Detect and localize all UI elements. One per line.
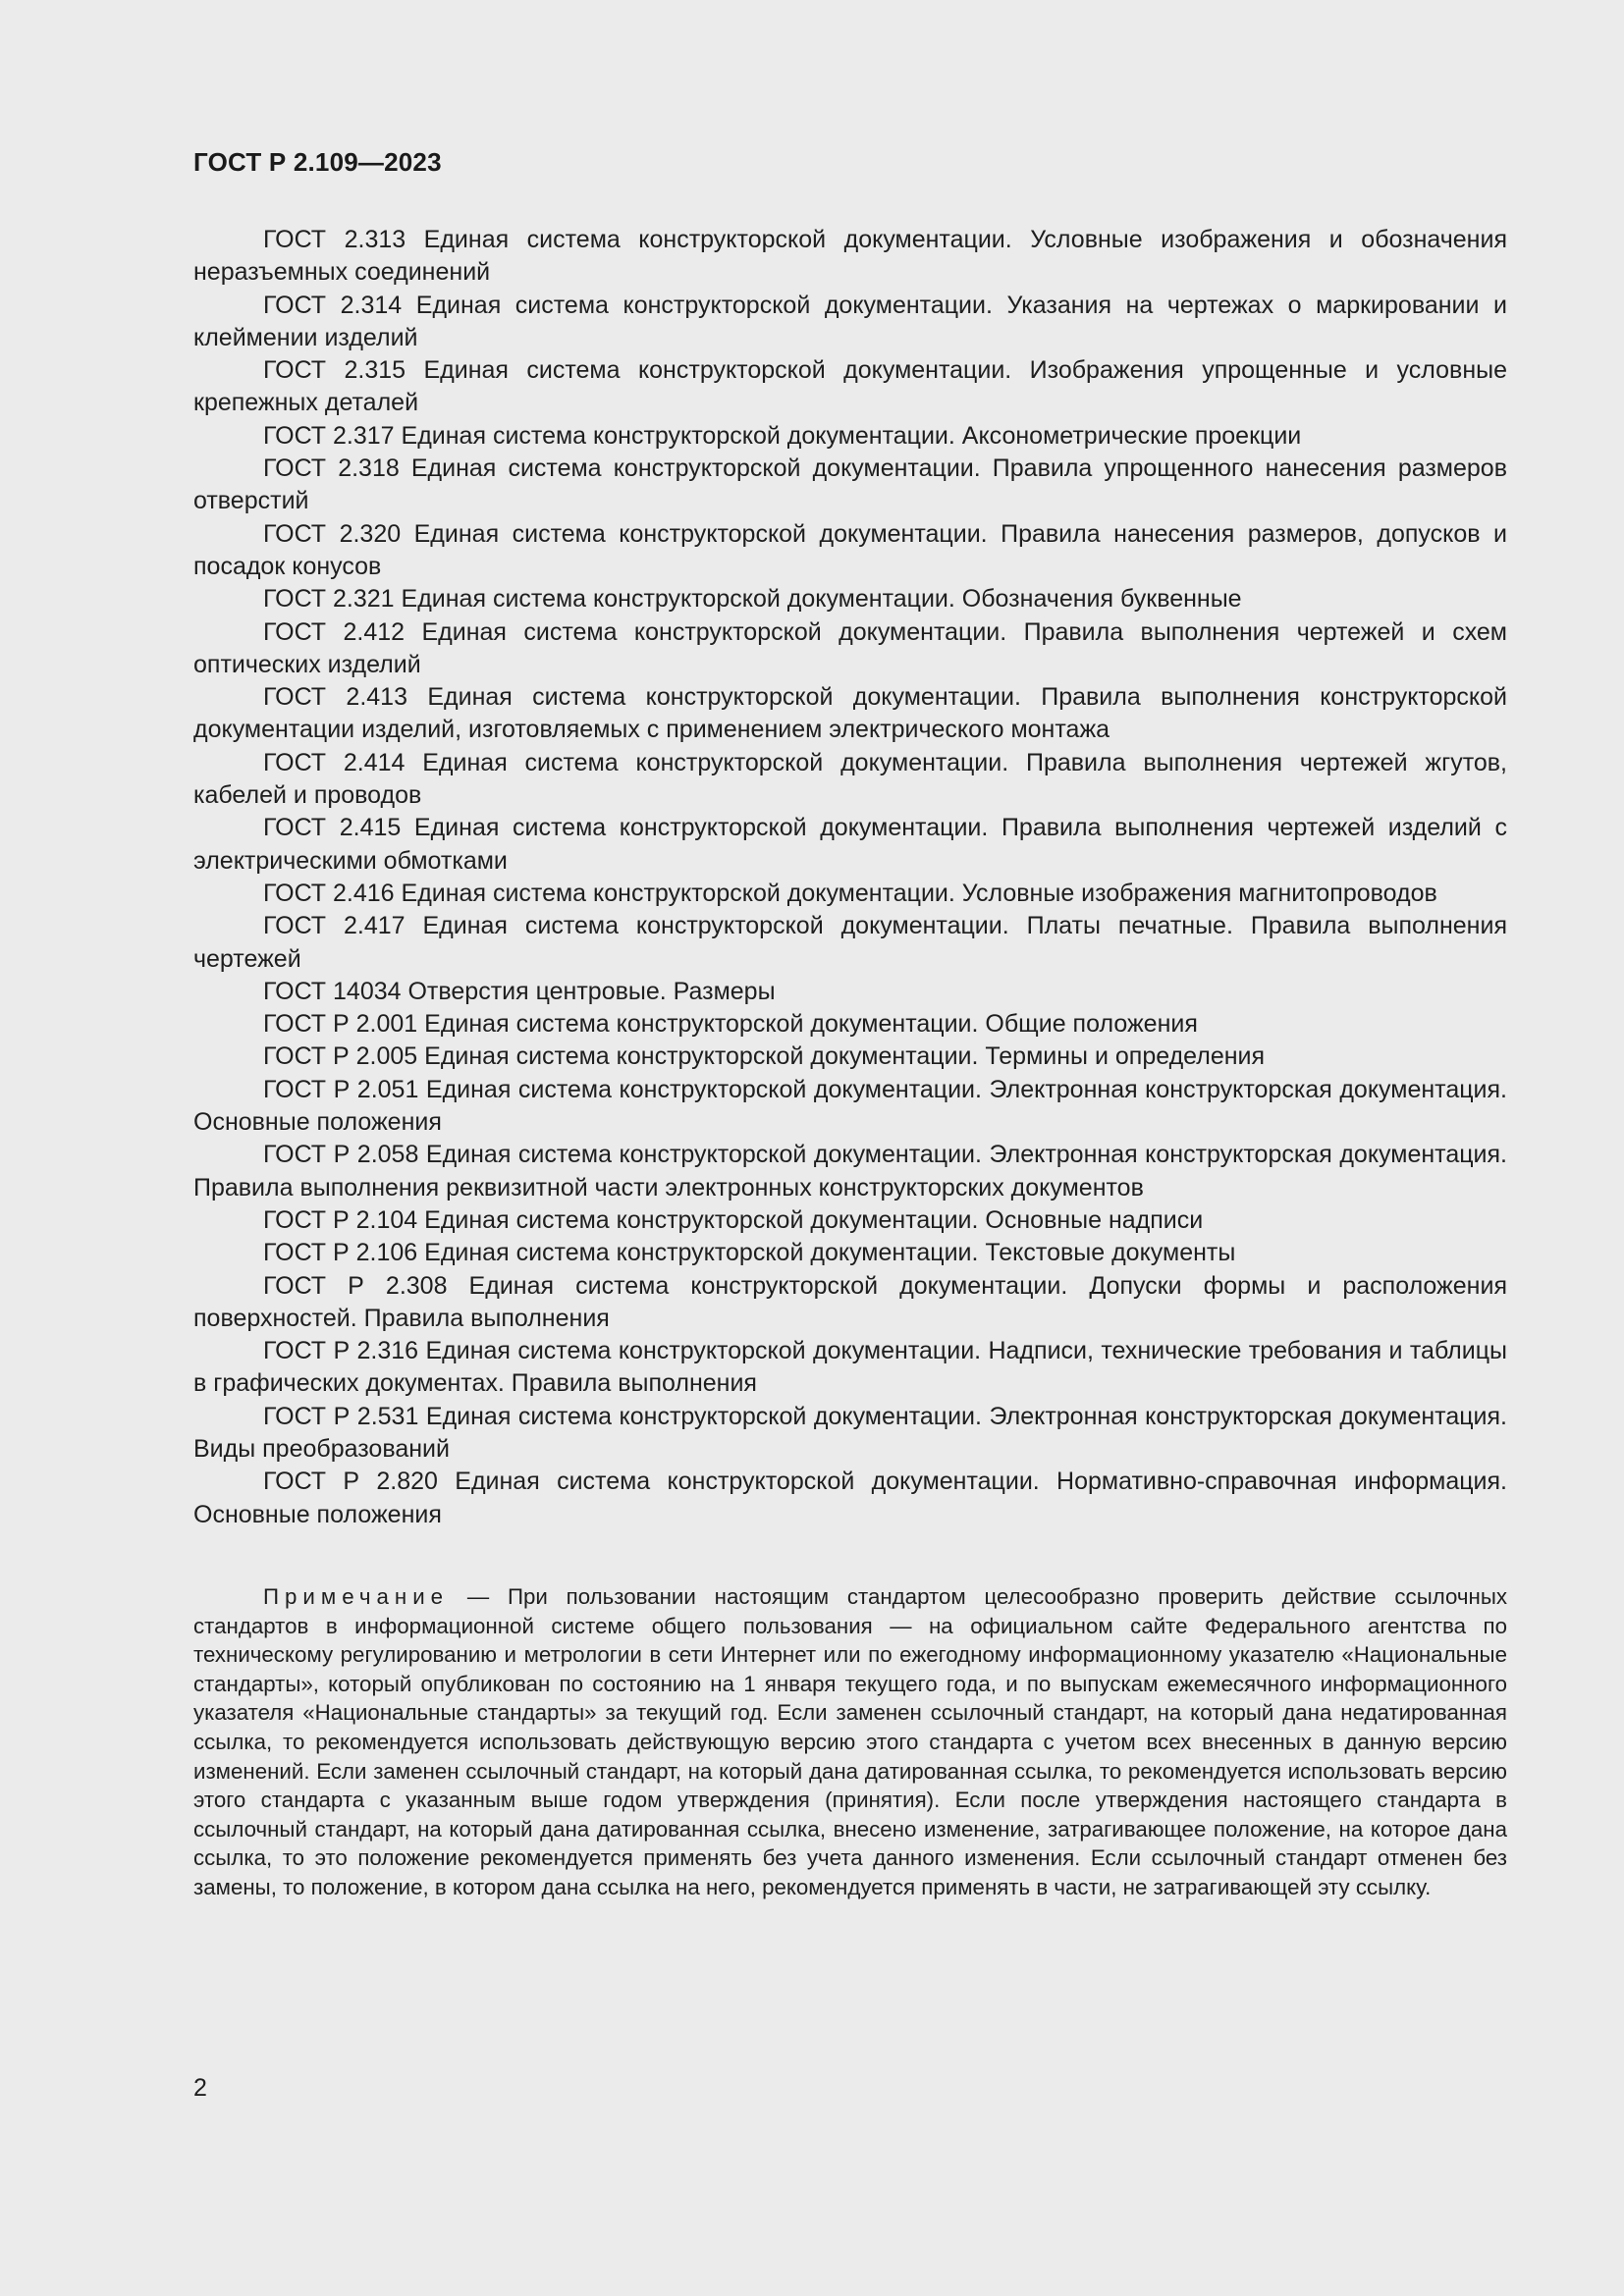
reference-item: ГОСТ 2.317 Единая система конструкторской документации. Аксонометрические проекции <box>263 421 1302 450</box>
reference-item: ГОСТ 2.416 Единая система конструкторской документации. Условные изображения магнитопроводов <box>263 879 1437 907</box>
reference-item: ГОСТ Р 2.051 Единая система конструкторской документации. Электронная конструкторская документация. Основные положения <box>193 1075 1507 1137</box>
reference-item: ГОСТ Р 2.531 Единая система конструкторской документации. Электронная конструкторская документация. Виды преобразований <box>193 1402 1507 1463</box>
reference-item: ГОСТ Р 2.005 Единая система конструкторской документации. Термины и определения <box>263 1042 1266 1071</box>
reference-item: ГОСТ 2.318 Единая система конструкторской документации. Правила упрощенного нанесения размеров отверстий <box>193 454 1507 515</box>
reference-item: ГОСТ 2.313 Единая система конструкторской документации. Условные изображения и обозначения неразъемных соединений <box>193 226 1507 287</box>
reference-item: ГОСТ 2.315 Единая система конструкторской документации. Изображения упрощенные и условные крепежных деталей <box>193 356 1507 417</box>
normative-references-list <box>193 224 1507 1531</box>
reference-item: ГОСТ 2.320 Единая система конструкторской документации. Правила нанесения размеров, допусков и посадок конусов <box>193 519 1507 580</box>
reference-item: ГОСТ Р 2.316 Единая система конструкторской документации. Надписи, технические требования и таблицы в графических документах. Правила выполнения <box>193 1337 1507 1398</box>
reference-item: ГОСТ 2.314 Единая система конструкторской документации. Указания на чертежах о маркировании и клеймении изделий <box>193 291 1507 351</box>
note-text: — При пользовании настоящим стандартом целесообразно проверить действие ссылочных стандартов в информационной системе общего пользования — на официальном сайте Федерального агентства по техническому регулированию и метрологии в сети Интернет или по ежегодному информационному указателю «Национальные стандарты», который опубликован по состоянию на 1 января текущего года, и по выпускам ежемесячного информационного указателя «Национальные стандарты» за текущий год. Если заменен ссылочный стандарт, на который дана недатированная ссылка, то рекомендуется использовать действующую версию этого стандарта с учетом всех внесенных в данную версию изменений. Если заменен ссылочный стандарт, на который дана датированная ссылка, то рекомендуется использовать версию этого стандарта с указанным выше годом утверждения (принятия). Если после утверждения настоящего стандарта в ссылочный стандарт, на который дана датированная ссылка, внесено изменение, затрагивающее положение, на которое дана ссылка, то это положение рекомендуется применять без учета данного изменения. Если ссылочный стандарт отменен без замены, то положение, в котором дана ссылка на него, рекомендуется применять в части, не затрагивающей эту ссылку. <box>193 1584 1507 1899</box>
reference-item: ГОСТ 2.413 Единая система конструкторской документации. Правила выполнения конструкторской документации изделий, изготовляемых с применением электрического монтажа <box>193 683 1507 744</box>
reference-item: ГОСТ 2.417 Единая система конструкторской документации. Платы печатные. Правила выполнения чертежей <box>193 912 1507 973</box>
reference-item: ГОСТ Р 2.104 Единая система конструкторской документации. Основные надписи <box>263 1205 1204 1234</box>
document-header: ГОСТ Р 2.109—2023 <box>193 147 442 177</box>
reference-item: ГОСТ 2.414 Единая система конструкторской документации. Правила выполнения чертежей жгутов, кабелей и проводов <box>193 748 1507 810</box>
reference-item: ГОСТ Р 2.106 Единая система конструкторской документации. Текстовые документы <box>263 1239 1236 1267</box>
note-label: Примечание <box>263 1584 450 1609</box>
reference-item: ГОСТ 2.415 Единая система конструкторской документации. Правила выполнения чертежей изделий с электрическими обмотками <box>193 814 1507 875</box>
page-number: 2 <box>193 2074 207 2102</box>
reference-item: ГОСТ 14034 Отверстия центровые. Размеры <box>263 977 776 1005</box>
reference-item: ГОСТ Р 2.058 Единая система конструкторской документации. Электронная конструкторская документация. Правила выполнения реквизитной части электронных конструкторских документов <box>193 1141 1507 1201</box>
reference-item: ГОСТ 2.412 Единая система конструкторской документации. Правила выполнения чертежей и схем оптических изделий <box>193 617 1507 678</box>
reference-item: ГОСТ Р 2.308 Единая система конструкторской документации. Допуски формы и расположения поверхностей. Правила выполнения <box>193 1271 1507 1332</box>
note-paragraph <box>193 1582 1507 1902</box>
reference-item: ГОСТ Р 2.001 Единая система конструкторской документации. Общие положения <box>263 1010 1198 1039</box>
reference-item: ГОСТ Р 2.820 Единая система конструкторской документации. Нормативно-справочная информация. Основные положения <box>193 1468 1507 1528</box>
reference-item: ГОСТ 2.321 Единая система конструкторской документации. Обозначения буквенные <box>263 585 1242 614</box>
